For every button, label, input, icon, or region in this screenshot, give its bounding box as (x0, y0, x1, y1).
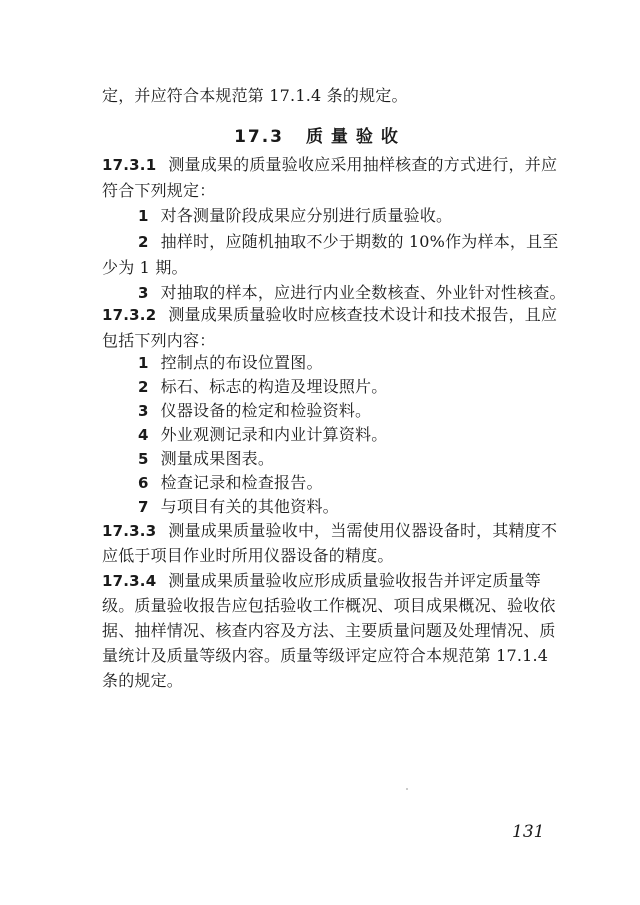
list-item-continuation: 少为 1 期。 (102, 258, 188, 277)
page-number: 131 (512, 822, 545, 842)
section-heading-title: 质量验收 (305, 127, 406, 147)
section-heading-number: 17.3 (234, 127, 285, 147)
scan-speck (406, 788, 408, 790)
list-item: 1 对各测量阶段成果应分别进行质量验收。 (138, 206, 453, 225)
clause-text-line: 包括下列内容： (102, 331, 216, 350)
list-item: 7 与项目有关的其他资料。 (138, 497, 339, 516)
clause-number: 17.3.1 (102, 156, 157, 174)
clause-number: 17.3.2 (102, 306, 157, 324)
list-item: 1 控制点的布设位置图。 (138, 353, 323, 372)
clause-text-line: 据、抽样情况、核查内容及方法、主要质量问题及处理情况、质 (102, 621, 556, 640)
continuation-line: 定，并应符合本规范第 17.1.4 条的规定。 (102, 86, 408, 105)
clause-17-3-4: 17.3.4 测量成果质量验收应形成质量验收报告并评定质量等 (102, 571, 541, 590)
clause-17-3-3: 17.3.3 测量成果质量验收中，当需使用仪器设备时，其精度不 (102, 521, 558, 540)
clause-text-line: 条的规定。 (102, 671, 184, 690)
clause-number: 17.3.4 (102, 572, 157, 590)
list-item: 3 仪器设备的检定和检验资料。 (138, 401, 372, 420)
clause-17-3-2: 17.3.2 测量成果质量验收时应核查技术设计和技术报告，且应 (102, 305, 558, 324)
clause-text-line: 符合下列规定： (102, 181, 216, 200)
list-item: 2 标石、标志的构造及埋设照片。 (138, 377, 388, 396)
list-item: 5 测量成果图表。 (138, 449, 275, 468)
section-heading (0, 122, 640, 147)
clause-17-3-1: 17.3.1 测量成果的质量验收应采用抽样核查的方式进行，并应 (102, 155, 558, 174)
list-item: 3 对抽取的样本，应进行内业全数核查、外业针对性核查。 (138, 283, 566, 302)
clause-number: 17.3.3 (102, 522, 157, 540)
list-item: 4 外业观测记录和内业计算资料。 (138, 425, 388, 444)
list-item: 6 检查记录和检查报告。 (138, 473, 323, 492)
clause-text-line: 应低于项目作业时所用仪器设备的精度。 (102, 546, 394, 565)
list-item: 2 抽样时，应随机抽取不少于期数的 10%作为样本，且至 (138, 232, 559, 251)
clause-text-line: 量统计及质量等级内容。质量等级评定应符合本规范第 17.1.4 (102, 646, 549, 665)
clause-text-line: 级。质量验收报告应包括验收工作概况、项目成果概况、验收依 (102, 596, 556, 615)
